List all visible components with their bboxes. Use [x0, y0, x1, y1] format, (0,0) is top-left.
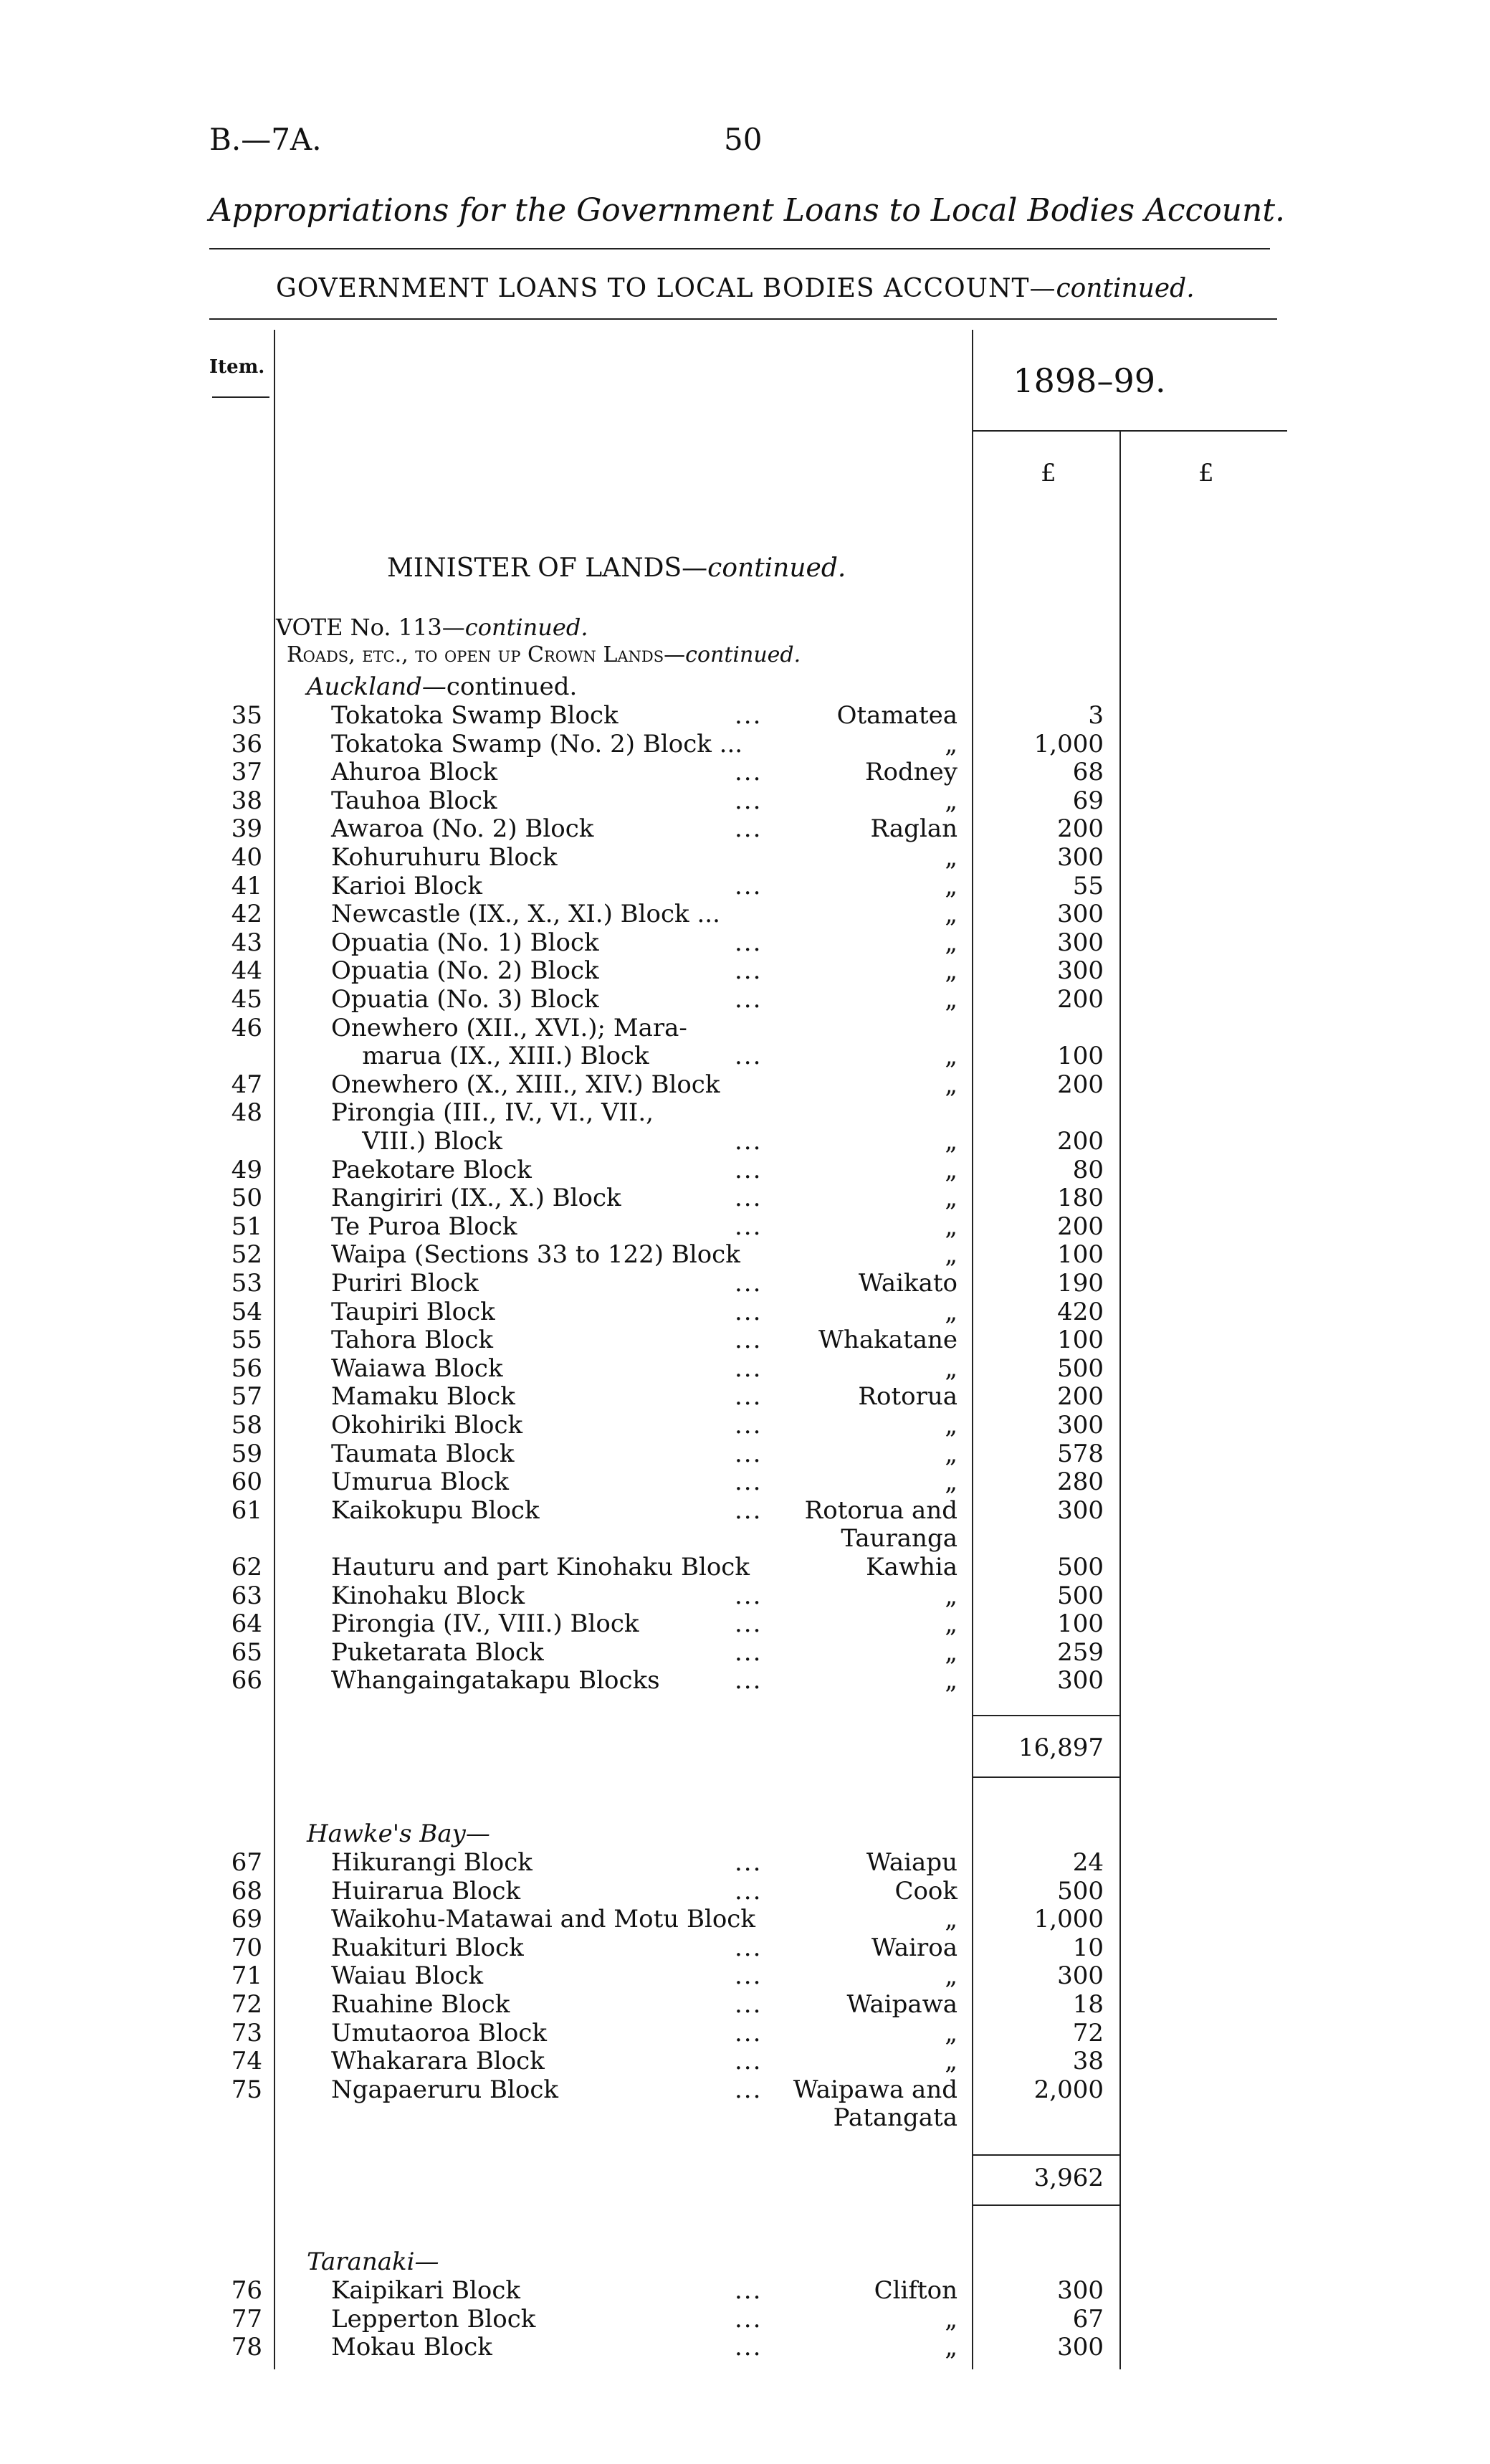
- leader-dots: ...: [735, 1269, 763, 1298]
- block-name: Kinohaku Block: [331, 1581, 525, 1610]
- leader-dots: ...: [735, 956, 763, 986]
- block-name: VIII.) Block: [331, 1127, 502, 1156]
- district-name: „: [945, 1637, 957, 1667]
- amount-value: 180: [1057, 1184, 1104, 1213]
- table-row: [0, 1581, 1490, 1610]
- block-name: Mamaku Block: [331, 1382, 515, 1412]
- block-name: Hauturu and part Kinohaku Block: [331, 1553, 750, 1581]
- item-number: 71: [231, 1961, 262, 1991]
- amount-value: 100: [1057, 1609, 1104, 1639]
- block-name: Whangaingatakapu Blocks: [331, 1666, 660, 1695]
- minister-title: MINISTER OF LANDS—: [387, 553, 708, 583]
- item-number: 74: [231, 2047, 262, 2076]
- table-row: [0, 2103, 1490, 2132]
- item-header-underline: [212, 396, 269, 398]
- leader-dots: ...: [735, 1155, 763, 1184]
- table-row: [0, 758, 1490, 786]
- item-number: 62: [231, 1553, 262, 1581]
- leader-dots: ...: [735, 2333, 763, 2362]
- block-name: Pirongia (III., IV., VI., VII.,: [331, 1098, 654, 1128]
- district-name: Waiapu: [866, 1848, 957, 1877]
- leader-dots: ...: [735, 1581, 763, 1610]
- auckland-sum-rule: [972, 1715, 1119, 1716]
- roads-continued: continued.: [685, 642, 801, 667]
- district-name: „: [945, 2304, 957, 2334]
- district-name: „: [945, 1666, 957, 1695]
- amount-value: 100: [1057, 1326, 1104, 1355]
- amount-value: 10: [1072, 1933, 1104, 1962]
- district-name: Patangata: [833, 2103, 957, 2133]
- table-row: [0, 1411, 1490, 1440]
- district-name: „: [945, 1042, 957, 1071]
- amount-value: 300: [1057, 843, 1104, 872]
- amount-value: 1,000: [1033, 1905, 1104, 1934]
- district-name: „: [945, 1581, 957, 1610]
- leader-dots: ...: [735, 1382, 763, 1412]
- block-name: Waipa (Sections 33 to 122) Block: [331, 1240, 740, 1270]
- hawkes-sum-rule: [972, 2154, 1119, 2156]
- table-row: [0, 1990, 1490, 2019]
- item-number: 63: [231, 1581, 262, 1610]
- table-row: [0, 1354, 1490, 1383]
- block-name: Onewhero (XII., XVI.); Mara-: [331, 1013, 687, 1042]
- table-row: [0, 1070, 1490, 1099]
- block-name: Mokau Block: [331, 2333, 492, 2362]
- table-row: [0, 701, 1490, 730]
- district-name: Waipawa: [846, 1990, 957, 2019]
- district-name: „: [945, 1354, 957, 1383]
- account-title: [276, 274, 1195, 303]
- amount-value: 38: [1072, 2047, 1104, 2076]
- district-name: „: [945, 1212, 957, 1241]
- leader-dots: ...: [735, 1127, 763, 1156]
- table-row: [0, 2075, 1490, 2104]
- account-title-text: GOVERNMENT LOANS TO LOCAL BODIES ACCOUNT—: [276, 274, 1056, 303]
- district-name: „: [945, 1411, 957, 1440]
- block-name: Taupiri Block: [331, 1297, 495, 1326]
- leader-dots: ...: [735, 1990, 763, 2019]
- table-row: [0, 1961, 1490, 1990]
- item-number: 38: [231, 786, 262, 815]
- leader-dots: ...: [735, 814, 763, 844]
- block-name: Okohiriki Block: [331, 1411, 523, 1440]
- item-number: 61: [231, 1495, 262, 1525]
- item-column-header: Item.: [209, 356, 265, 378]
- block-name: marua (IX., XIII.) Block: [331, 1042, 649, 1071]
- leader-dots: ...: [735, 871, 763, 900]
- table-row: [0, 1184, 1490, 1212]
- block-name: Ruahine Block: [331, 1990, 510, 2019]
- item-number: 77: [231, 2304, 262, 2334]
- amount-value: 500: [1057, 1354, 1104, 1383]
- district-name: Tauranga: [841, 1524, 957, 1554]
- table-row: [0, 1638, 1490, 1667]
- auckland-heading: [307, 672, 577, 701]
- pound-header-1: £: [1041, 459, 1056, 487]
- block-name: Puketarata Block: [331, 1637, 544, 1667]
- year-rule: [972, 430, 1287, 432]
- amount-value: 68: [1072, 758, 1104, 787]
- block-name: Huirarua Block: [331, 1876, 521, 1906]
- item-number: 75: [231, 2075, 262, 2104]
- item-number: 65: [231, 1637, 262, 1667]
- item-number: 72: [231, 1990, 262, 2019]
- hawkes-total: 3,962: [1033, 2164, 1104, 2192]
- table-row: [0, 1440, 1490, 1468]
- amount-value: 100: [1057, 1042, 1104, 1071]
- table-row: [0, 1877, 1490, 1906]
- block-name: Karioi Block: [331, 871, 482, 900]
- district-name: „: [945, 1297, 957, 1326]
- item-number: 56: [231, 1354, 262, 1383]
- item-number: 47: [231, 1070, 262, 1099]
- item-number: 64: [231, 1609, 262, 1639]
- block-name: Opuatia (No. 1) Block: [331, 928, 599, 957]
- district-name: „: [945, 1184, 957, 1213]
- vote-continued: continued.: [464, 614, 588, 641]
- district-name: Clifton: [874, 2276, 957, 2305]
- leader-dots: ...: [735, 1439, 763, 1468]
- leader-dots: ...: [735, 1326, 763, 1355]
- block-name: Onewhero (X., XIII., XIV.) Block: [331, 1070, 720, 1099]
- table-row: [0, 2019, 1490, 2047]
- block-name: Tauhoa Block: [331, 786, 497, 815]
- item-number: 46: [231, 1013, 262, 1042]
- leader-dots: ...: [735, 1212, 763, 1241]
- item-number: 54: [231, 1297, 262, 1326]
- item-number: 52: [231, 1240, 262, 1270]
- leader-dots: ...: [735, 1184, 763, 1213]
- district-name: Raglan: [870, 814, 957, 844]
- roads-title: Roads, etc., to open up Crown Lands—: [287, 642, 686, 667]
- table-row: [0, 1127, 1490, 1156]
- hawkes-bay-heading: Hawke's Bay—: [307, 1820, 490, 1848]
- amount-value: 200: [1057, 1127, 1104, 1156]
- block-name: Newcastle (IX., X., XI.) Block ...: [331, 900, 720, 929]
- item-number: 41: [231, 871, 262, 900]
- amount-value: 280: [1057, 1468, 1104, 1497]
- table-row: [0, 928, 1490, 957]
- district-name: Rotorua and: [804, 1495, 957, 1525]
- leader-dots: ...: [735, 1961, 763, 1991]
- auckland-total: 16,897: [1018, 1733, 1104, 1762]
- amount-value: 300: [1057, 900, 1104, 929]
- block-name: Kaipikari Block: [331, 2276, 520, 2305]
- amount-value: 24: [1072, 1848, 1104, 1877]
- block-name: Waiau Block: [331, 1961, 484, 1991]
- leader-dots: ...: [735, 985, 763, 1014]
- block-name: Ngapaeruru Block: [331, 2075, 559, 2104]
- district-name: „: [945, 871, 957, 900]
- district-name: „: [945, 1439, 957, 1468]
- amount-value: 80: [1072, 1155, 1104, 1184]
- block-name: Tahora Block: [331, 1326, 493, 1355]
- district-name: „: [945, 1961, 957, 1991]
- item-number: 37: [231, 758, 262, 787]
- amount-value: 72: [1072, 2018, 1104, 2047]
- leader-dots: ...: [735, 1666, 763, 1695]
- block-name: Rangiriri (IX., X.) Block: [331, 1184, 621, 1213]
- block-name: Pirongia (IV., VIII.) Block: [331, 1609, 639, 1639]
- leader-dots: ...: [735, 1933, 763, 1962]
- amount-value: 69: [1072, 786, 1104, 815]
- leader-dots: ...: [735, 928, 763, 957]
- block-name: Tokatoka Swamp (No. 2) Block ...: [331, 729, 743, 758]
- table-row: [0, 1098, 1490, 1127]
- amount-value: 500: [1057, 1876, 1104, 1906]
- district-name: Rotorua: [858, 1382, 957, 1412]
- item-number: 36: [231, 729, 262, 758]
- leader-dots: ...: [735, 1042, 763, 1071]
- leader-dots: ...: [735, 1468, 763, 1497]
- item-number: 67: [231, 1848, 262, 1877]
- table-row: [0, 1212, 1490, 1241]
- page-subtitle: Appropriations for the Government Loans to Local Bodies Account.: [209, 192, 1286, 229]
- item-number: 53: [231, 1269, 262, 1298]
- table-row: [0, 814, 1490, 843]
- block-name: Umutaoroa Block: [331, 2018, 547, 2047]
- leader-dots: ...: [735, 2276, 763, 2305]
- minister-heading: [387, 553, 846, 583]
- vote-heading: [276, 614, 588, 641]
- item-number: 40: [231, 843, 262, 872]
- district-name: „: [945, 729, 957, 758]
- district-name: „: [945, 2333, 957, 2362]
- district-name: Rodney: [864, 758, 957, 787]
- block-name: Umurua Block: [331, 1468, 509, 1497]
- amount-value: 300: [1057, 1411, 1104, 1440]
- leader-dots: ...: [735, 2075, 763, 2104]
- hawkes-total-rule: [972, 2204, 1119, 2206]
- amount-value: 18: [1072, 1990, 1104, 2019]
- leader-dots: ...: [735, 758, 763, 787]
- leader-dots: ...: [735, 2304, 763, 2334]
- item-number: 69: [231, 1905, 262, 1934]
- page-number: 50: [724, 122, 763, 157]
- leader-dots: ...: [735, 701, 763, 730]
- block-name: Waiawa Block: [331, 1354, 503, 1383]
- amount-value: 500: [1057, 1553, 1104, 1581]
- item-number: 66: [231, 1666, 262, 1695]
- table-row: [0, 900, 1490, 928]
- item-number: 45: [231, 985, 262, 1014]
- amount-value: 67: [1072, 2304, 1104, 2334]
- item-number: 44: [231, 956, 262, 986]
- table-row: [0, 2276, 1490, 2305]
- taranaki-heading: Taranaki—: [307, 2247, 439, 2276]
- district-name: Wairoa: [871, 1933, 957, 1962]
- table-row: [0, 1382, 1490, 1411]
- amount-value: 420: [1057, 1297, 1104, 1326]
- block-name: Whakarara Block: [331, 2047, 545, 2076]
- leader-dots: ...: [735, 2047, 763, 2076]
- amount-value: 200: [1057, 814, 1104, 844]
- district-name: „: [945, 1155, 957, 1184]
- leader-dots: ...: [735, 1848, 763, 1877]
- table-row: [0, 1014, 1490, 1042]
- roads-heading: [287, 642, 801, 667]
- block-name: Puriri Block: [331, 1269, 479, 1298]
- district-name: „: [945, 1468, 957, 1497]
- block-name: Kohuruhuru Block: [331, 843, 558, 872]
- leader-dots: ...: [735, 1495, 763, 1525]
- table-row: [0, 1496, 1490, 1525]
- minister-continued: continued.: [707, 553, 846, 583]
- table-row: [0, 2305, 1490, 2334]
- block-name: Tokatoka Swamp Block: [331, 701, 619, 730]
- item-number: 50: [231, 1184, 262, 1213]
- document-code: B.—7A.: [209, 122, 322, 157]
- table-row: [0, 872, 1490, 900]
- amount-value: 300: [1057, 2276, 1104, 2305]
- district-name: Waikato: [858, 1269, 957, 1298]
- block-name: Paekotare Block: [331, 1155, 532, 1184]
- vote-title: VOTE No. 113—: [276, 614, 465, 641]
- district-name: Kawhia: [866, 1553, 957, 1581]
- district-name: „: [945, 2018, 957, 2047]
- block-name: Ruakituri Block: [331, 1933, 524, 1962]
- account-continued: continued.: [1056, 274, 1195, 303]
- item-number: 48: [231, 1098, 262, 1128]
- subtitle-rule: [209, 248, 1270, 249]
- district-name: „: [945, 1070, 957, 1099]
- table-row: [0, 1609, 1490, 1638]
- district-name: Cook: [894, 1876, 957, 1906]
- block-name: Taumata Block: [331, 1439, 515, 1468]
- block-name: Hikurangi Block: [331, 1848, 533, 1877]
- amount-value: 200: [1057, 1382, 1104, 1412]
- item-number: 58: [231, 1411, 262, 1440]
- table-row: [0, 1905, 1490, 1933]
- item-number: 68: [231, 1876, 262, 1906]
- table-row: [0, 2333, 1490, 2361]
- leader-dots: ...: [735, 1609, 763, 1639]
- leader-dots: ...: [735, 1876, 763, 1906]
- amount-value: 55: [1072, 871, 1104, 900]
- amount-value: 300: [1057, 1961, 1104, 1991]
- district-name: „: [945, 1127, 957, 1156]
- amount-value: 200: [1057, 1212, 1104, 1241]
- district-name: „: [945, 928, 957, 957]
- block-name: Awaroa (No. 2) Block: [331, 814, 594, 844]
- auckland-total-rule: [972, 1776, 1119, 1778]
- pound-header-2: £: [1198, 459, 1214, 487]
- amount-value: 300: [1057, 1666, 1104, 1695]
- district-name: „: [945, 1609, 957, 1639]
- item-number: 55: [231, 1326, 262, 1355]
- leader-dots: ...: [735, 786, 763, 815]
- amount-value: 578: [1057, 1439, 1104, 1468]
- district-name: „: [945, 843, 957, 872]
- table-row: [0, 1848, 1490, 1877]
- table-row: [0, 1524, 1490, 1553]
- auckland-label: Auckland—: [307, 672, 446, 701]
- item-number: 70: [231, 1933, 262, 1962]
- item-number: 57: [231, 1382, 262, 1412]
- leader-dots: ...: [735, 2018, 763, 2047]
- table-row: [0, 1298, 1490, 1326]
- table-top-rule: [209, 318, 1277, 320]
- district-name: „: [945, 1240, 957, 1270]
- item-number: 43: [231, 928, 262, 957]
- district-name: „: [945, 786, 957, 815]
- amount-value: 100: [1057, 1240, 1104, 1270]
- table-row: [0, 956, 1490, 985]
- block-name: Te Puroa Block: [331, 1212, 517, 1241]
- amount-value: 200: [1057, 985, 1104, 1014]
- district-name: Waipawa and: [793, 2075, 957, 2104]
- table-row: [0, 1553, 1490, 1581]
- table-row: [0, 985, 1490, 1014]
- amount-value: 200: [1057, 1070, 1104, 1099]
- block-name: Waikohu-Matawai and Motu Block: [331, 1905, 755, 1934]
- leader-dots: ...: [735, 1354, 763, 1383]
- item-number: 78: [231, 2333, 262, 2362]
- amount-value: 2,000: [1033, 2075, 1104, 2104]
- district-name: „: [945, 956, 957, 986]
- item-number: 73: [231, 2018, 262, 2047]
- district-name: „: [945, 2047, 957, 2076]
- amount-value: 190: [1057, 1269, 1104, 1298]
- amount-value: 300: [1057, 2333, 1104, 2362]
- district-name: „: [945, 1905, 957, 1934]
- block-name: Lepperton Block: [331, 2304, 536, 2334]
- item-number: 51: [231, 1212, 262, 1241]
- amount-value: 300: [1057, 928, 1104, 957]
- table-row: [0, 1666, 1490, 1695]
- leader-dots: ...: [735, 1637, 763, 1667]
- district-name: Whakatane: [818, 1326, 957, 1355]
- district-name: „: [945, 985, 957, 1014]
- amount-value: 3: [1088, 701, 1104, 730]
- auckland-continued: continued.: [446, 672, 578, 701]
- table-row: [0, 2047, 1490, 2075]
- district-name: Otamatea: [836, 701, 957, 730]
- table-row: [0, 1240, 1490, 1269]
- item-number: 59: [231, 1439, 262, 1468]
- block-name: Kaikokupu Block: [331, 1495, 540, 1525]
- table-row: [0, 843, 1490, 872]
- item-number: 60: [231, 1468, 262, 1497]
- block-name: Opuatia (No. 2) Block: [331, 956, 599, 986]
- block-name: Opuatia (No. 3) Block: [331, 985, 599, 1014]
- block-name: Ahuroa Block: [331, 758, 498, 787]
- item-number: 49: [231, 1155, 262, 1184]
- amount-value: 300: [1057, 956, 1104, 986]
- table-row: [0, 1468, 1490, 1496]
- table-row: [0, 786, 1490, 815]
- amount-value: 1,000: [1033, 729, 1104, 758]
- item-number: 76: [231, 2276, 262, 2305]
- year-header: 1898–99.: [1013, 361, 1166, 400]
- amount-value: 259: [1057, 1637, 1104, 1667]
- item-number: 35: [231, 701, 262, 730]
- table-row: [0, 1326, 1490, 1354]
- table-row: [0, 730, 1490, 758]
- item-number: 42: [231, 900, 262, 929]
- leader-dots: ...: [735, 1297, 763, 1326]
- amount-value: 300: [1057, 1495, 1104, 1525]
- item-number: 39: [231, 814, 262, 844]
- table-row: [0, 1269, 1490, 1298]
- district-name: „: [945, 900, 957, 929]
- table-row: [0, 1156, 1490, 1184]
- amount-value: 500: [1057, 1581, 1104, 1610]
- table-row: [0, 1042, 1490, 1070]
- table-row: [0, 1933, 1490, 1962]
- leader-dots: ...: [735, 1411, 763, 1440]
